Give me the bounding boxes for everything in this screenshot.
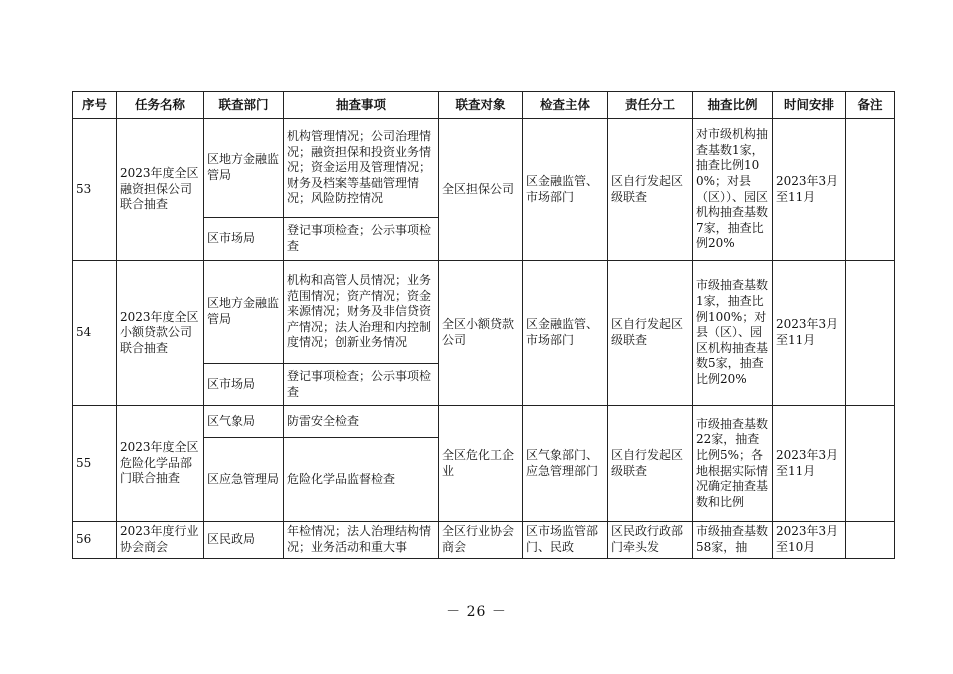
duty: 区民政行政部门牵头发 [608,522,693,559]
dept-name: 区市场局 [204,218,284,261]
dept-name: 区市场局 [204,364,284,406]
time: 2023年3月至11月 [773,261,846,406]
time: 2023年3月至11月 [773,119,846,261]
col-header-duty: 责任分工 [608,92,693,119]
task-name: 2023年度全区危险化学品部门联合抽查 [117,406,204,522]
subject: 区市场监管部门、民政 [523,522,608,559]
task-name: 2023年度全区小额贷款公司联合抽查 [117,261,204,406]
ratio: 市级抽查基数1家，抽查比例100%；对县（区）、园区机构抽查基数5家，抽查比例20% [693,261,773,406]
table-row [73,119,895,218]
inspection-items: 年检情况；法人治理结构情况；业务活动和重大事 [284,522,439,559]
row-number: 53 [73,119,117,261]
row-number: 54 [73,261,117,406]
time: 2023年3月至10月 [773,522,846,559]
col-header-time: 时间安排 [773,92,846,119]
ratio: 市级抽查基数58家，抽 [693,522,773,559]
row-number: 56 [73,522,117,559]
inspection-items: 危险化学品监督检查 [284,438,439,522]
target: 全区行业协会商会 [439,522,523,559]
dept-name: 区民政局 [204,522,284,559]
inspection-items: 机构管理情况；公司治理情况；融资担保和投资业务情况；资金运用及管理情况；财务及档案等基础管理情况；风险防控情况 [284,119,439,218]
duty: 区自行发起区级联查 [608,406,693,522]
dept-name: 区应急管理局 [204,438,284,522]
col-header-note: 备注 [846,92,895,119]
target: 全区小额贷款公司 [439,261,523,406]
col-header-subject: 检查主体 [523,92,608,119]
inspection-items: 防雷安全检查 [284,406,439,438]
target: 全区危化工企业 [439,406,523,522]
ratio: 对市级机构抽查基数1家，抽查比例100%；对县（区））、园区机构抽查基数7家，抽查比例20% [693,119,773,261]
duty: 区自行发起区级联查 [608,261,693,406]
row-number: 55 [73,406,117,522]
note [846,522,895,559]
col-header-ratio: 抽查比例 [693,92,773,119]
col-header-task: 任务名称 [117,92,204,119]
task-name: 2023年度行业协会商会 [117,522,204,559]
ratio: 市级抽查基数22家，抽查比例5%；各地根据实际情况确定抽查基数和比例 [693,406,773,522]
subject: 区金融监管、市场部门 [523,261,608,406]
col-header-dept: 联查部门 [204,92,284,119]
page-number: － 26 － [446,604,507,620]
target: 全区担保公司 [439,119,523,261]
col-header-no: 序号 [73,92,117,119]
inspection-table [72,91,895,559]
duty: 区自行发起区级联查 [608,119,693,261]
dept-name: 区气象局 [204,406,284,438]
table-row [73,261,895,364]
note [846,261,895,406]
subject: 区气象部门、应急管理部门 [523,406,608,522]
inspection-items: 登记事项检查；公示事项检查 [284,218,439,261]
note [846,406,895,522]
note [846,119,895,261]
table-row [73,522,895,559]
header-row [73,92,895,119]
inspection-items: 登记事项检查；公示事项检查 [284,364,439,406]
col-header-target: 联查对象 [439,92,523,119]
subject: 区金融监管、市场部门 [523,119,608,261]
task-name: 2023年度全区融资担保公司联合抽查 [117,119,204,261]
dept-name: 区地方金融监管局 [204,261,284,364]
table-row [73,406,895,438]
time: 2023年3月至11月 [773,406,846,522]
col-header-items: 抽查事项 [284,92,439,119]
inspection-items: 机构和高管人员情况；业务范围情况；资产情况；资金来源情况；财务及非信贷资产情况；法人治理和内控制度情况；创新业务情况 [284,261,439,364]
dept-name: 区地方金融监管局 [204,119,284,218]
